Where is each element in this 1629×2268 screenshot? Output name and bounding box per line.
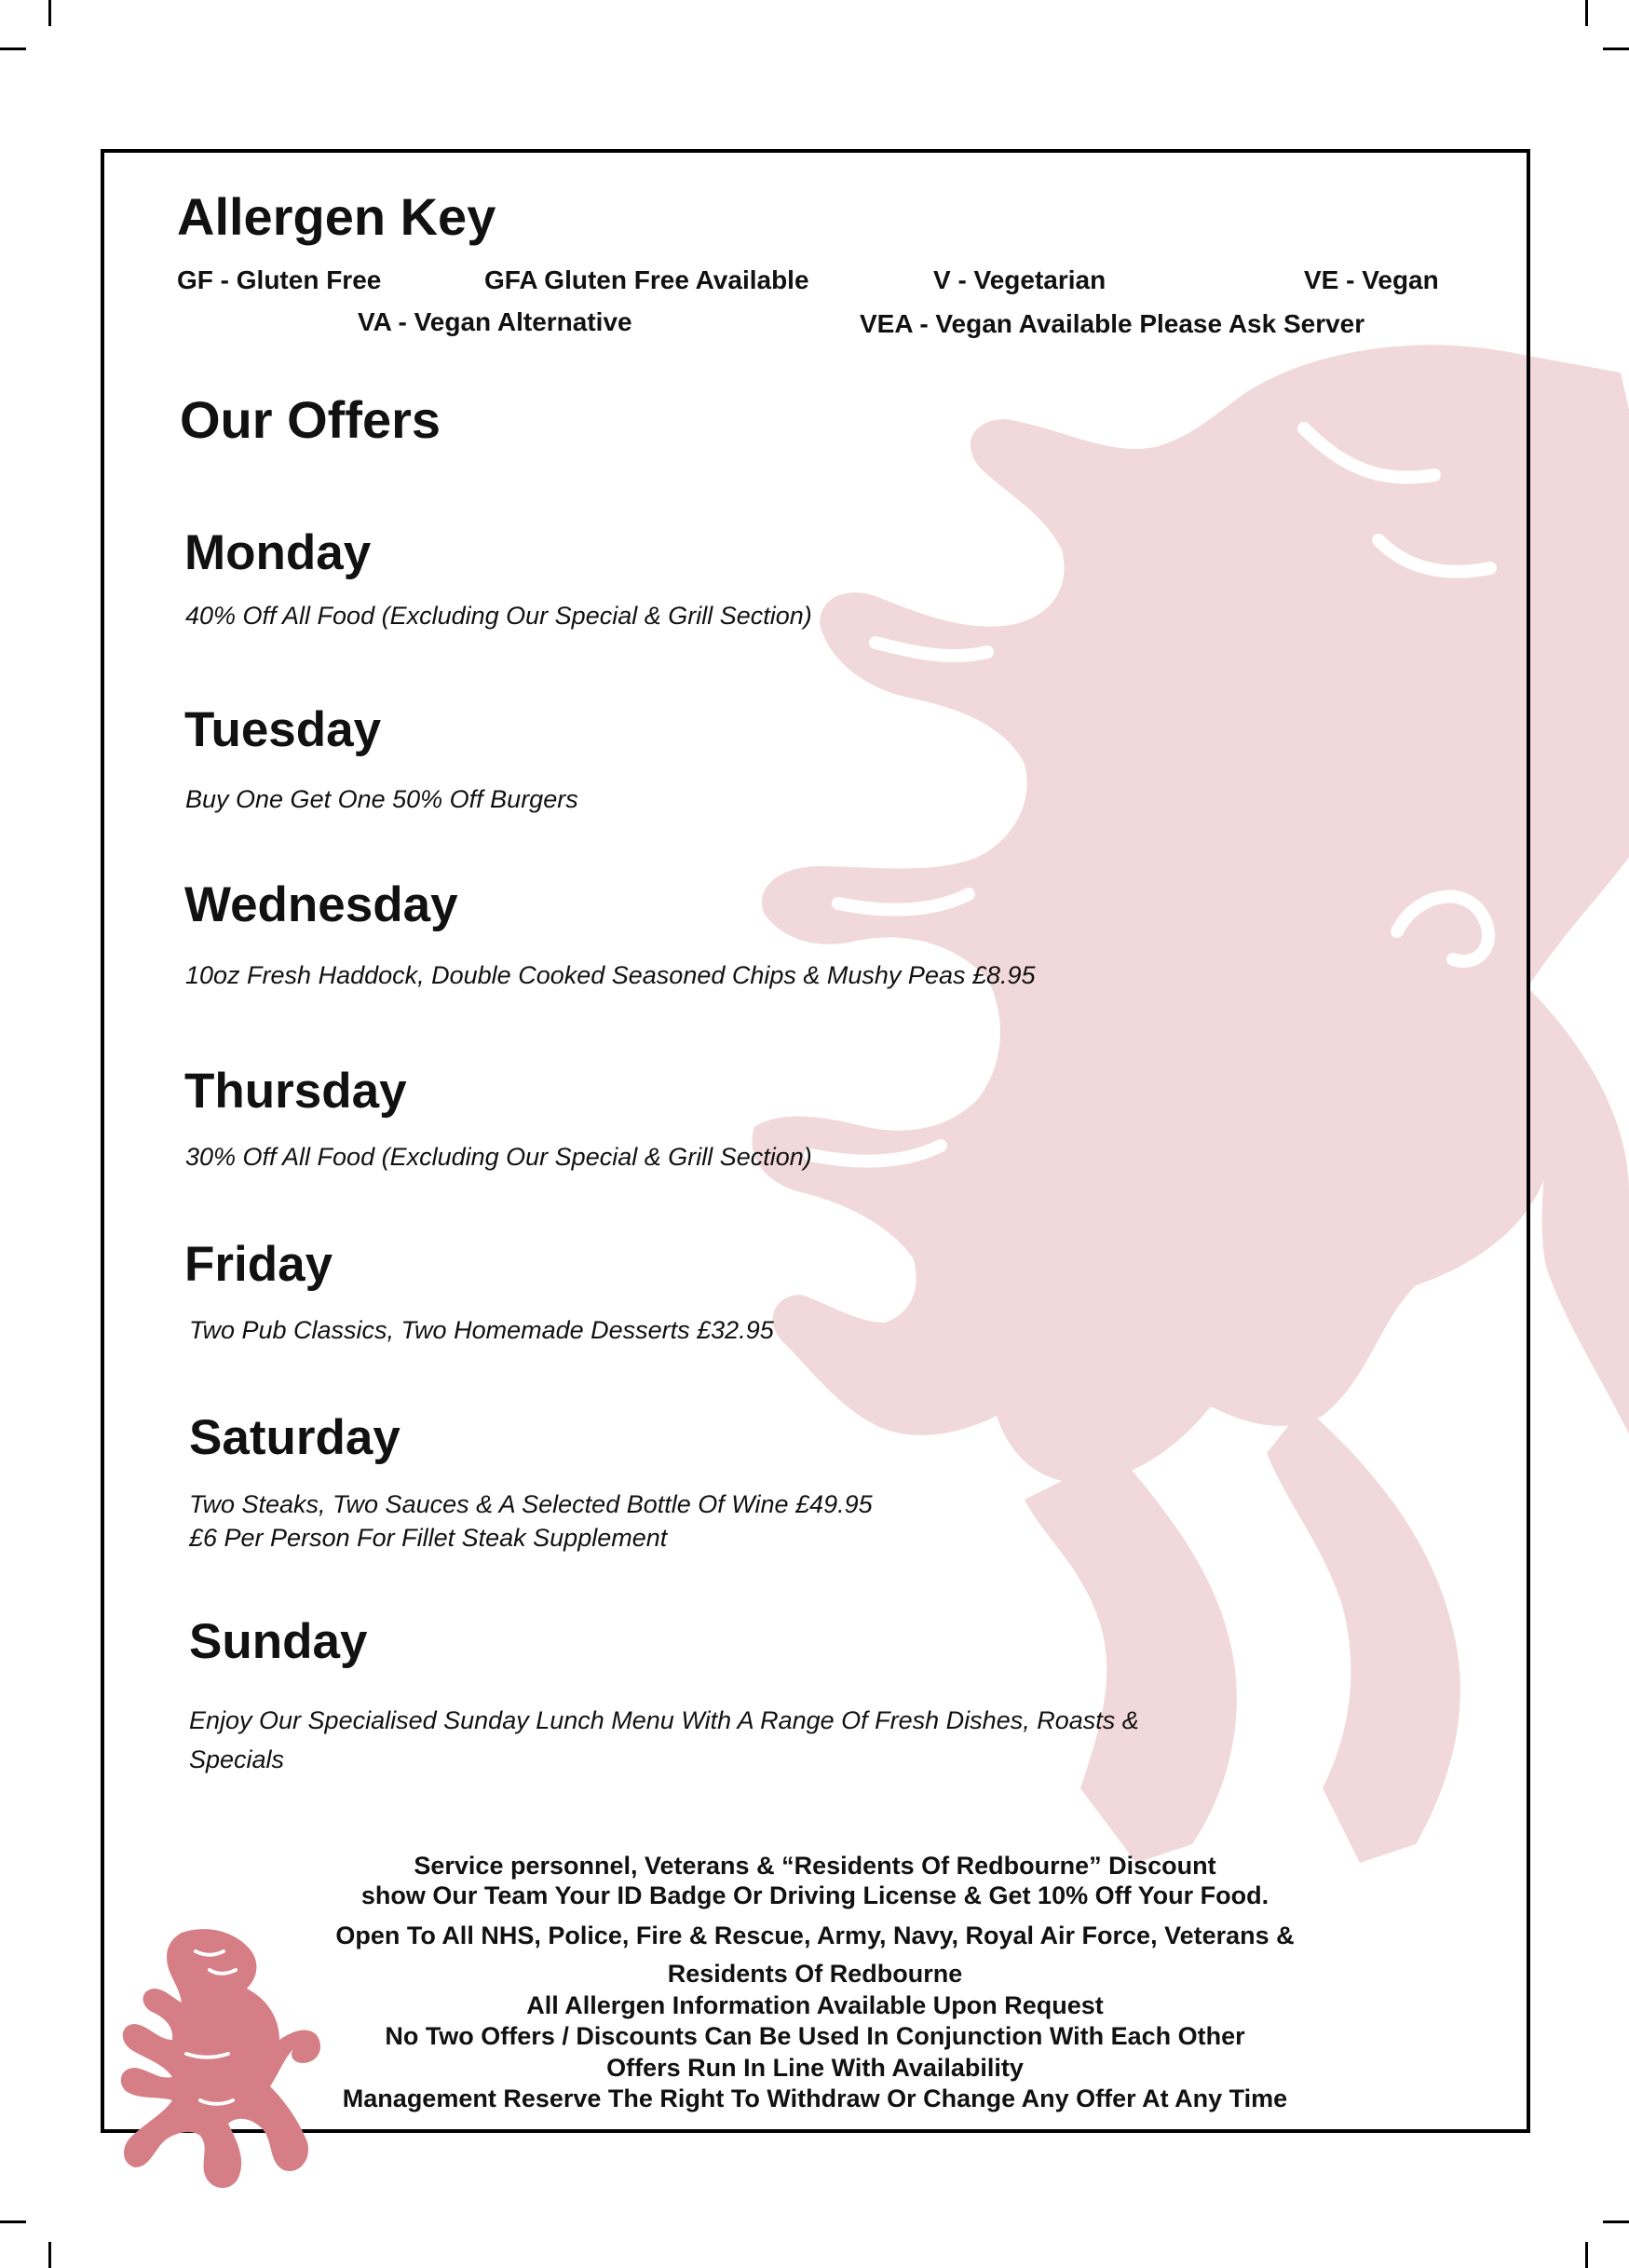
offer-friday: Two Pub Classics, Two Homemade Desserts £32.95	[189, 1316, 774, 1344]
day-saturday: Saturday	[189, 1410, 400, 1465]
offer-saturday-line-2: £6 Per Person For Fillet Steak Supplement	[189, 1524, 668, 1552]
offer-saturday-line-1: Two Steaks, Two Sauces & A Selected Bottle Of Wine £49.95	[189, 1490, 873, 1518]
day-monday: Monday	[184, 525, 372, 580]
footer-line-1: Service personnel, Veterans & “Residents Of Redbourne” Discount	[414, 1852, 1216, 1880]
footer-line-3: Open To All NHS, Police, Fire & Rescue, Army, Navy, Royal Air Force, Veterans &	[335, 1922, 1295, 1949]
offer-monday: 40% Off All Food (Excluding Our Special & Grill Section)	[185, 602, 812, 630]
allergen-v: V - Vegetarian	[933, 265, 1106, 294]
footer-line-8: Management Reserve The Right To Withdraw Or Change Any Offer At Any Time	[342, 2085, 1288, 2112]
day-friday: Friday	[184, 1237, 333, 1292]
allergen-va: VA - Vegan Alternative	[358, 307, 632, 336]
day-sunday: Sunday	[189, 1614, 368, 1669]
offers-title: Our Offers	[180, 390, 441, 449]
crop-mark	[1585, 2242, 1588, 2268]
footer-line-5: All Allergen Information Available Upon Request	[526, 1991, 1104, 2019]
crop-mark	[1603, 48, 1629, 50]
day-thursday: Thursday	[184, 1064, 407, 1119]
crop-mark	[1603, 2220, 1629, 2223]
allergen-gf: GF - Gluten Free	[177, 265, 382, 294]
crop-mark	[0, 48, 26, 50]
offer-sunday-line-1: Enjoy Our Specialised Sunday Lunch Menu With A Range Of Fresh Dishes, Roasts &	[189, 1706, 1139, 1734]
offer-wednesday: 10oz Fresh Haddock, Double Cooked Seasoned Chips & Mushy Peas £8.95	[185, 961, 1036, 989]
allergen-key-title: Allergen Key	[177, 187, 496, 246]
offer-thursday: 30% Off All Food (Excluding Our Special & Grill Section)	[185, 1143, 812, 1171]
allergen-vea: VEA - Vegan Available Please Ask Server	[860, 309, 1365, 338]
offer-sunday-line-2: Specials	[189, 1745, 285, 1773]
allergen-ve: VE - Vegan	[1304, 265, 1439, 294]
footer-line-2: show Our Team Your ID Badge Or Driving License & Get 10% Off Your Food.	[360, 1881, 1269, 1909]
footer-line-6: No Two Offers / Discounts Can Be Used In Conjunction With Each Other	[385, 2022, 1245, 2050]
allergen-gfa: GFA Gluten Free Available	[484, 265, 809, 294]
footer-line-4: Residents Of Redbourne	[667, 1960, 963, 1988]
day-tuesday: Tuesday	[184, 702, 382, 757]
crop-mark	[48, 2242, 51, 2268]
crop-mark	[0, 2220, 26, 2223]
crop-mark	[1585, 0, 1588, 26]
crop-mark	[48, 0, 51, 26]
footer-line-7: Offers Run In Line With Availability	[606, 2054, 1024, 2082]
day-wednesday: Wednesday	[184, 877, 458, 932]
offer-tuesday: Buy One Get One 50% Off Burgers	[185, 785, 578, 813]
